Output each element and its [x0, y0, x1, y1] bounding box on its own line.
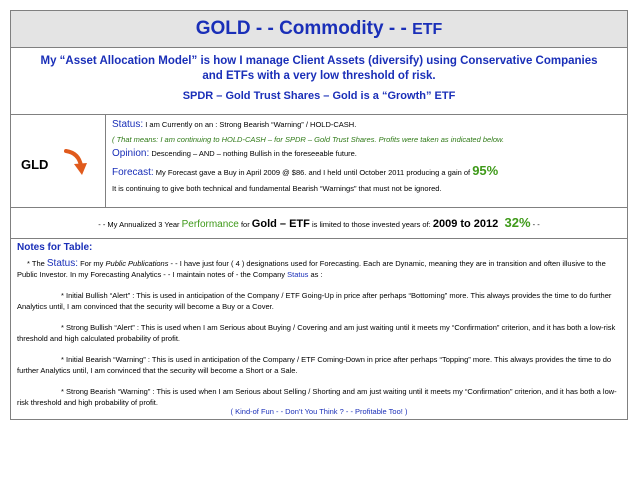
notes-intro-pre: * The	[27, 259, 47, 268]
opinion-text: Descending – AND – nothing Bullish in the foreseeable future.	[151, 149, 357, 158]
note-item: * Initial Bearish “Warning” : This is used in anticipation of the Company / ETF Coming-Down in price after perhaps “Topping” more. This always provides the time to do further Analytics until, I am convinced that the security will become a Short or a Sale.	[17, 355, 612, 375]
note-item: * Strong Bullish “Alert” : This is used when I am Serious about Buying / Covering and am just waiting until it meets my “Confirmation” criterion, and it has both a low-risk threshold and high calculated probability of profit.	[17, 323, 616, 343]
ticker-cell	[11, 115, 106, 208]
intro-line-1: My “Asset Allocation Model” is how I manage Client Assets (diversify) using Conservative Companies	[40, 55, 598, 67]
performance-post: is limited to those invested years of:	[309, 220, 433, 229]
note-item: * Initial Bullish “Alert” : This is used in anticipation of the Company / ETF Going-Up in price after perhaps “Bottoming” more. This always provides the time to do further Analytics until, I am convinced that the security will become a Buy or a Cover.	[17, 291, 612, 311]
forecast-gain: 95%	[472, 163, 499, 178]
performance-label: Performance	[181, 219, 239, 230]
notes-intro-status-2: Status	[287, 270, 309, 279]
title-etf: ETF	[412, 21, 443, 38]
red-down-arrow-icon	[63, 147, 89, 177]
notes-intro-text1: For my	[78, 259, 106, 268]
ticker-symbol: GLD	[21, 157, 49, 172]
status-note: ( That means: I am continuing to HOLD-CASH – for SPDR – Gold Trust Shares. Profits were taken as indicated below.	[112, 135, 505, 144]
status-text: I am Currently on an : Strong Bearish “Warning” / HOLD-CASH.	[145, 120, 357, 129]
performance-mid: for	[238, 220, 252, 229]
notes-intro	[17, 258, 621, 280]
forecast-line-2: It is continuing to give both technical and fundamental Bearish “Warnings” that must not be ignored.	[112, 184, 442, 193]
opinion-label: Opinion:	[112, 148, 150, 159]
intro-line-2: and ETFs with a very low threshold of risk.	[202, 70, 436, 82]
notes-intro-status: Status:	[46, 258, 79, 269]
opinion-row	[112, 148, 357, 159]
note-item: * Strong Bearish “Warning” : This is used when I am Serious about Selling / Shorting and am just waiting until it meets my “Confirmation” criterion, and it has both a low-risk threshold and high probability of profit.	[17, 387, 617, 407]
status-row	[112, 119, 356, 130]
intro-line-3: SPDR – Gold Trust Shares – Gold is a “Growth” ETF	[182, 90, 456, 102]
performance-pct: 32%	[504, 215, 531, 230]
notes-intro-text3: as :	[308, 270, 323, 279]
page-title	[11, 11, 627, 48]
forecast-label: Forecast:	[112, 167, 154, 178]
forecast-row	[112, 165, 498, 178]
performance-pre: - - My Annualized 3 Year	[98, 220, 182, 229]
status-label: Status:	[112, 119, 144, 130]
performance-end: - -	[530, 220, 540, 229]
notes-heading: Notes for Table:	[17, 242, 93, 253]
notes-intro-pubs: Public Publications	[105, 259, 169, 268]
notes-intro-text2: - - I have just four ( 4 ) designations used for Forecasting. Each are Dynamic, meaning they are in transition and often illusive to the Public Investor. In my Forecasting Analytics - - I maintain notes of - the Company	[17, 259, 606, 279]
notes-footer: ( Kind-of Fun - - Don’t You Think ? - - Profitable Too! )	[230, 407, 408, 416]
performance-row	[11, 208, 627, 239]
intro-section	[11, 48, 627, 115]
forecast-text: My Forecast gave a Buy in April 2009 @ $86. and I held until October 2011 producing a gain of	[155, 168, 473, 177]
performance-years: 2009 to 2012	[432, 218, 499, 230]
notes-section	[11, 239, 627, 419]
performance-subject: Gold – ETF	[251, 218, 310, 230]
document-frame	[10, 10, 628, 420]
status-cell	[106, 115, 627, 208]
title-main: GOLD - - Commodity - -	[195, 18, 413, 39]
